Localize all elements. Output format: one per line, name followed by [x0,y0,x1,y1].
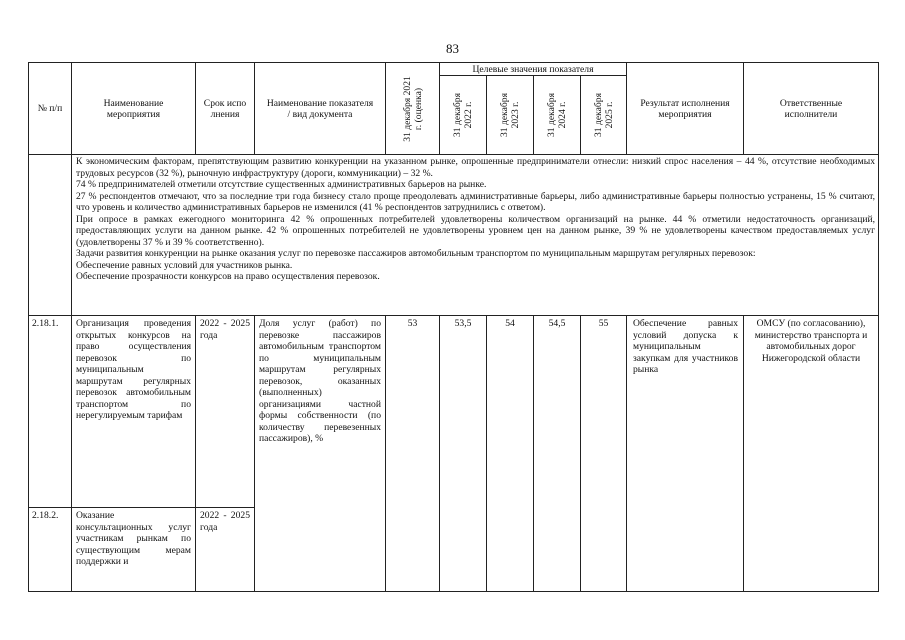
row-value-2021-cell [385,315,440,592]
header-indicator-name-label: Наименование показателя / вид документа [266,97,374,120]
row-num: 2.18.1. [32,318,59,329]
intro-paragraph: 74 % предпринимателей отметили отсутствие существенных административных барьеров на рынке. [76,179,487,190]
intro-paragraph: При опросе в рамках ежегодного мониторинга 42 % опрошенных потребителей удовлетворены количеством организаций на рынке. 44 % отметили недостаточность организаций, предоставляющих услуги на данном рынке. 42 % опрошенных потребителей не удовлетворены уровнем цен на данном рынке, 39 % не удовлетворены качеством предоставляемых услуг (удовлетворены 37 % и 39 % соответственно). [76,213,875,248]
header-event-name [71,62,196,155]
header-term [195,62,255,155]
row-indicator-cell [254,315,386,592]
header-year-2023 [486,75,534,155]
row-result-cell [626,315,744,592]
row-num: 2.18.2. [32,510,59,521]
header-responsible-label: Ответственные исполнители [779,97,843,120]
intro-paragraph: Обеспечение прозрачности конкурсов на право осуществления перевозок. [76,271,380,282]
row-value-2024: 54,5 [548,318,566,329]
intro-paragraph: К экономическим факторам, препятствующим развитию конкуренции на указанном рынке, опрошенные предприниматели отнесли: низкий спрос населения – 44 %, отсутствие необходимых трудовых ресурсов (32 %), рыночную инфраструктуру (дороги, коммуникации) – 32 %. [76,156,875,179]
row-value-2025: 55 [598,318,609,329]
intro-paragraph: Задачи развития конкуренции на рынке оказания услуг по перевозке пассажиров автомобильным транспортом по муниципальным маршрутам регулярных перевозок: [76,248,756,259]
row-value-2024-cell [533,315,581,592]
header-year-2023-label: 31 декабря 2023 г. [499,93,521,137]
intro-text-cell [71,155,879,316]
header-event-name-label: Наименование мероприятия [103,97,164,120]
header-year-2024 [533,75,581,155]
header-num [28,62,72,155]
row-event: Оказание консультационных услуг участникам рынкам по существующим мерам поддержки и [76,510,191,567]
row-event: Организация проведения открытых конкурсов на право осуществления перевозок по муниципальным маршрутам регулярных перевозок автомобильным транспортом по нерегулируемым тарифам [76,318,191,421]
header-year-2025 [580,75,627,155]
row-value-2022-cell [439,315,487,592]
row-responsible: ОМСУ (по согласованию), министерство транспорта и автомобильных дорог Нижегородской области [754,318,868,364]
row-value-2025-cell [580,315,627,592]
header-year-2025-label: 31 декабря 2025 г. [592,93,615,137]
header-base-year-label: 31 декабря 2021 г. (оценка) [401,75,424,142]
header-result-label: Результат исполнения мероприятия [640,97,730,120]
intro-paragraph: 27 % респондентов отмечают, что за последние три года бизнесу стало проще преодолевать административные барьеры, либо административные барьеры полностью устранены, 15 % считают, что уровень и количество административных барьеров не изменился (41 % респондентов затруднились с ответом). [76,190,875,213]
row-event-cell [71,507,196,592]
row-value-2023-cell [486,315,534,592]
header-responsible [743,62,879,155]
row-num-cell [28,507,72,592]
row-term: 2022 - 2025 года [200,510,250,533]
page-number: 83 [446,41,459,56]
header-result [626,62,744,155]
header-year-2022 [439,75,487,155]
row-responsible-cell [743,315,879,592]
row-term-cell [195,507,255,592]
row-value-2021: 53 [407,318,418,329]
row-value-2023: 54 [505,318,515,329]
header-indicator-name [254,62,386,155]
row-indicator: Доля услуг (работ) по перевозке пассажиров автомобильным транспортом по муниципальным маршрутам регулярных перевозок, оказанных (выполненных) организациями частной формы собственности (по количеству перевезенных пассажиров), % [259,318,381,444]
header-target-group-label: Целевые значения показателя [472,63,594,75]
table-body [28,155,879,592]
intro-num-cell [28,155,72,316]
header-term-label: Срок исполнения [203,97,247,120]
header-year-2022-label: 31 декабря 2022 г. [452,93,474,137]
row-term-cell [195,315,255,508]
header-base-year [385,62,440,155]
header-num-label: № п/п [37,103,63,114]
header-target-group [439,62,627,76]
table-header [28,62,879,155]
header-year-2024-label: 31 декабря 2024 г. [546,93,568,137]
row-num-cell [28,315,72,508]
row-term: 2022 - 2025 года [200,318,250,341]
intro-paragraph: Обеспечение равных условий для участников рынка. [76,259,293,271]
row-result: Обеспечение равных условий допуска к муниципальным закупкам для участников рынка [633,318,738,375]
row-value-2022: 53,5 [454,318,472,329]
row-event-cell [71,315,196,508]
